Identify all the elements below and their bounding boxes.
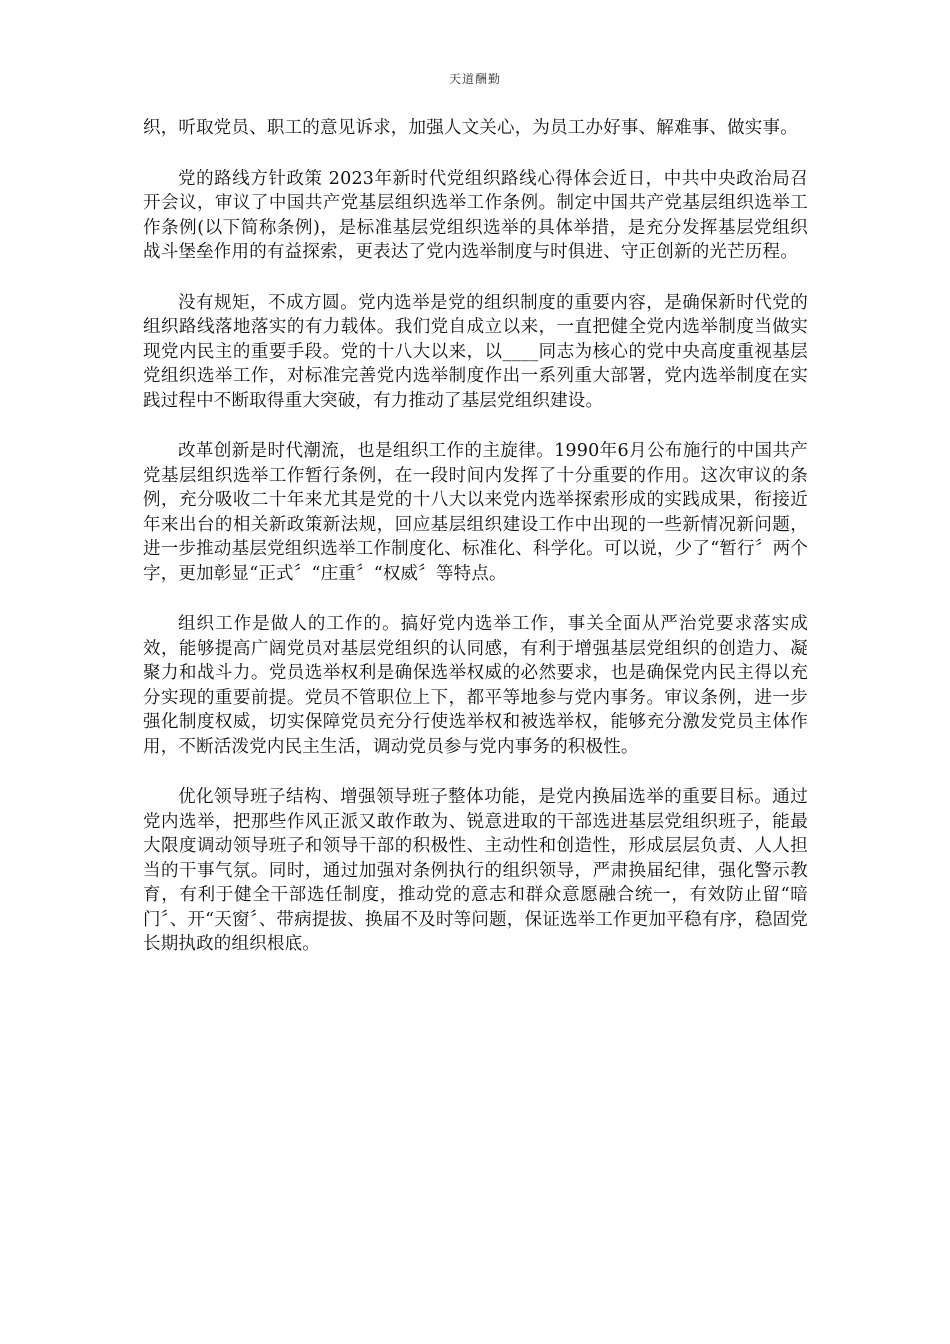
paragraph: 没有规矩，不成方圆。党内选举是党的组织制度的重要内容，是确保新时代党的组织路线落地落实的有力载体。我们党自成立以来，一直把健全党内选举制度当做实现党内民主的重要手段。党的十八大以来，以____同志为核心的党中央高度重视基层党组织选举工作，对标准完善党内选举制度作出一系列重大部署，党内选举制度在实践过程中不断取得重大突破，有力推动了基层党组织建设。 bbox=[143, 292, 808, 411]
paragraph: 改革创新是时代潮流，也是组织工作的主旋律。1990年6月公布施行的中国共产党基层组织选举工作暂行条例，在一段时间内发挥了十分重要的作用。这次审议的条例，充分吸收二十年来尤其是党的十八大以来党内选举探索形成的实践成果，衔接近年来出台的相关新政策新法规，回应基层组织建设工作中出现的一些新情况新问题，进一步推动基层党组织选举工作制度化、标准化、科学化。可以说，少了“暂行〞两个字，更加彰显“正式〞“庄重〞“权威〞等特点。 bbox=[143, 441, 808, 584]
paragraph-continuation: 织，听取党员、职工的意见诉求，加强人文关心，为员工办好事、解难事、做实事。 bbox=[143, 118, 798, 138]
paragraph: 党的路线方针政策 2023年新时代党组织路线心得体会近日，中共中央政治局召开会议，审议了中国共产党基层组织选举工作条例。制定中国共产党基层组织选举工作条例(以下简称条例)，是标准基层党组织选举的具体举措，是充分发挥基层党组织战斗堡垒作用的有益探索，更表达了党内选举制度与时俱进、守正创新的光芒历程。 bbox=[143, 168, 808, 262]
paragraph: 优化领导班子结构、增强领导班子整体功能，是党内换届选举的重要目标。通过党内选举，把那些作风正派又敢作敢为、锐意进取的干部选进基层党组织班子，能最大限度调动领导班子和领导干部的积极性、主动性和创造性，形成层层负责、人人担当的干事气氛。同时，通过加强对条例执行的组织领导，严肃换届纪律，强化警示教育，有利于健全干部选任制度，推动党的意志和群众意愿融合统一，有效防止留“暗门〞、开“天窗〞、带病提拔、换届不及时等问题，保证选举工作更加平稳有序，稳固党长期执政的组织根底。 bbox=[143, 787, 808, 954]
document-body bbox=[143, 116, 808, 983]
page-header: 天道酬勤 bbox=[448, 72, 501, 86]
paragraph: 组织工作是做人的工作的。搞好党内选举工作，事关全面从严治党要求落实成效，能够提高广阔党员对基层党组织的认同感，有利于增强基层党组织的创造力、凝聚力和战斗力。党员选举权利是确保选举权威的必然要求，也是确保党内民主得以充分实现的重要前提。党员不管职位上下，都平等地参与党内事务。审议条例，进一步强化制度权威，切实保障党员充分行使选举权和被选举权，能够充分激发党员主体作用，不断活泼党内民主生活，调动党员参与党内事务的积极性。 bbox=[143, 614, 808, 757]
